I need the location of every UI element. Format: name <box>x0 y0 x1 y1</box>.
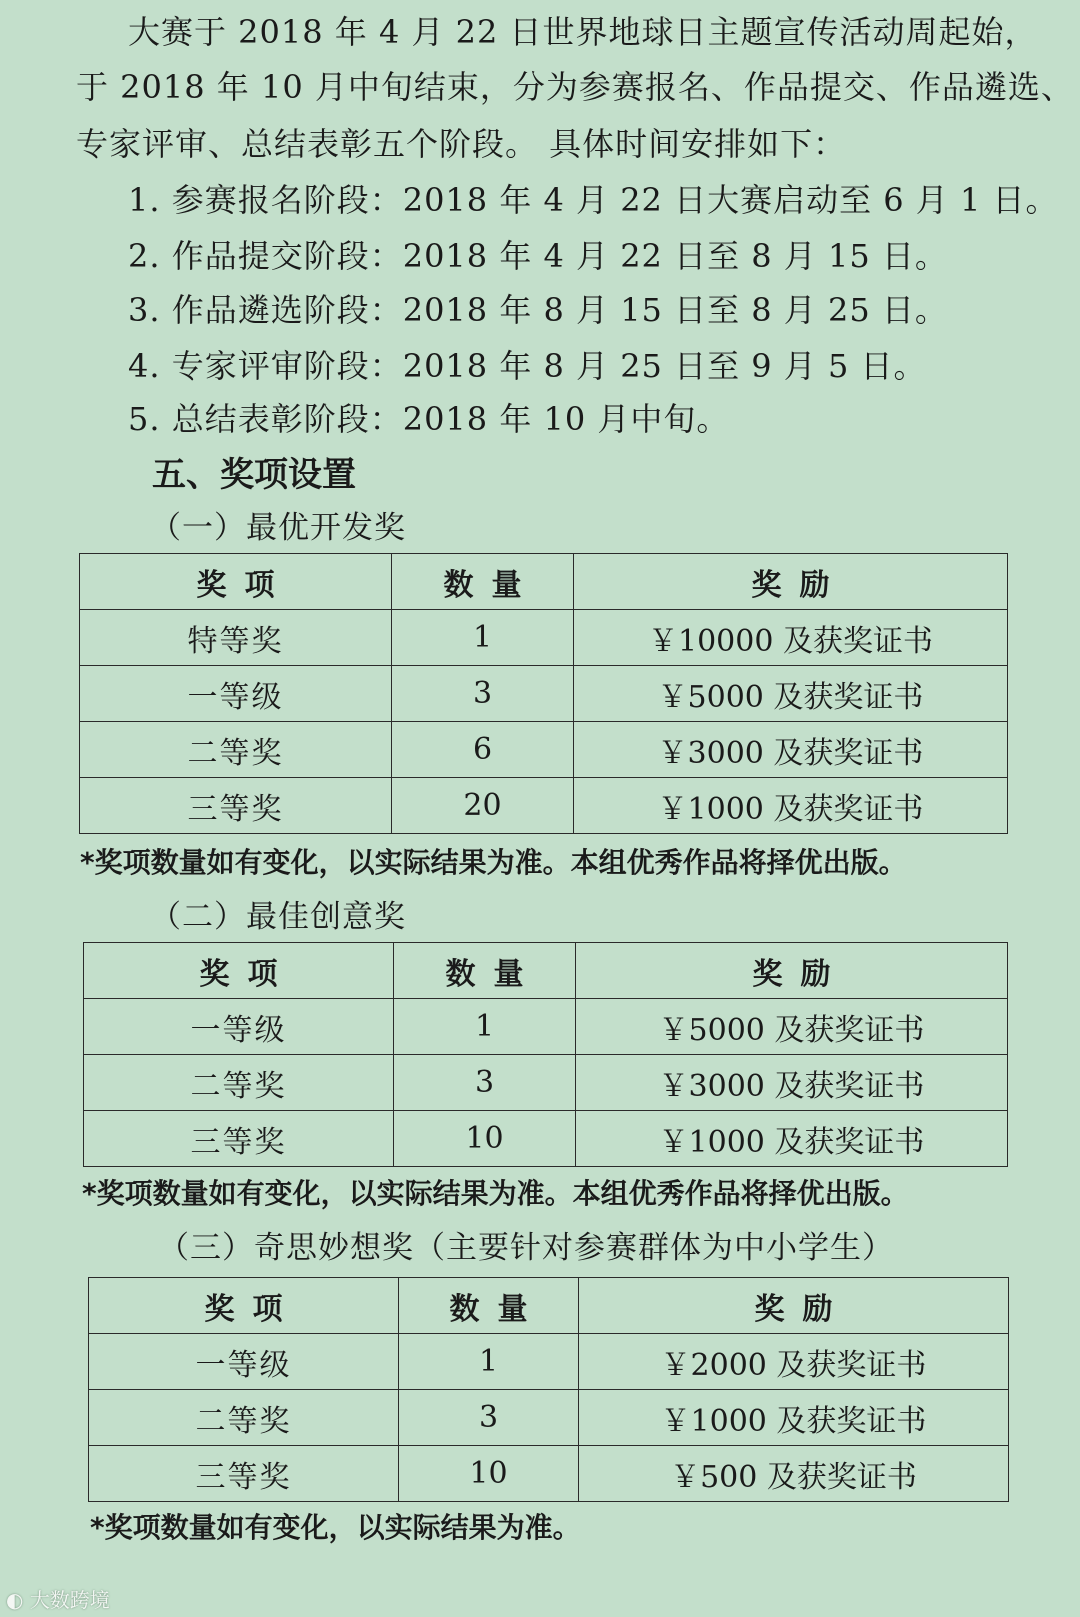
table-header-row <box>89 1278 1009 1334</box>
award-name-cell: 特等奖 <box>80 610 392 666</box>
award-reward-cell: ￥2000 及获奖证书 <box>579 1334 1009 1390</box>
award-name-cell: 二等奖 <box>84 1055 394 1111</box>
award-reward-cell: ￥1000 及获奖证书 <box>579 1390 1009 1446</box>
schedule-item: 2. 作品提交阶段：2018 年 4 月 22 日至 8 月 15 日。 <box>128 237 948 275</box>
award-count-cell: 20 <box>392 778 574 834</box>
award-reward-cell: ￥3000 及获奖证书 <box>576 1055 1008 1111</box>
table-title: （一）最优开发奖 <box>150 510 406 546</box>
watermark-text: 大数跨境 <box>29 1588 110 1612</box>
table-header-row <box>84 943 1008 999</box>
award-reward-cell: ￥3000 及获奖证书 <box>574 722 1008 778</box>
header-cell: 奖项 <box>80 554 392 610</box>
table-title: （三）奇思妙想奖（主要针对参赛群体为中小学生） <box>158 1230 894 1266</box>
award-reward-cell: ￥500 及获奖证书 <box>579 1446 1009 1502</box>
award-name-cell: 三等奖 <box>84 1111 394 1167</box>
award-table-imagination <box>88 1277 1009 1502</box>
award-name-cell: 二等奖 <box>80 722 392 778</box>
award-count-cell: 1 <box>392 610 574 666</box>
schedule-item: 3. 作品遴选阶段：2018 年 8 月 15 日至 8 月 25 日。 <box>128 291 948 329</box>
award-count-cell: 1 <box>394 999 576 1055</box>
award-name-cell: 三等奖 <box>89 1446 399 1502</box>
intro-line: 专家评审、总结表彰五个阶段。 具体时间安排如下： <box>76 125 847 163</box>
table-row <box>80 722 1008 778</box>
intro-line: 于 2018 年 10 月中旬结束，分为参赛报名、作品提交、作品遴选、 <box>76 68 1074 106</box>
award-count-cell: 3 <box>399 1390 579 1446</box>
award-reward-cell: ￥1000 及获奖证书 <box>574 778 1008 834</box>
watermark-logo <box>6 1584 110 1613</box>
table-row <box>84 1055 1008 1111</box>
schedule-item: 1. 参赛报名阶段：2018 年 4 月 22 日大赛启动至 6 月 1 日。 <box>128 181 1059 219</box>
watermark-icon: ◐ <box>6 1588 30 1612</box>
header-cell: 奖励 <box>576 943 1008 999</box>
table-note: *奖项数量如有变化，以实际结果为准。本组优秀作品将择优出版。 <box>82 1177 909 1210</box>
table-row <box>89 1390 1009 1446</box>
award-count-cell: 6 <box>392 722 574 778</box>
header-cell: 奖项 <box>89 1278 399 1334</box>
header-cell: 奖励 <box>579 1278 1009 1334</box>
award-name-cell: 二等奖 <box>89 1390 399 1446</box>
section-title: 五、奖项设置 <box>152 455 356 495</box>
schedule-item: 4. 专家评审阶段：2018 年 8 月 25 日至 9 月 5 日。 <box>128 347 927 385</box>
award-count-cell: 3 <box>394 1055 576 1111</box>
header-cell: 数量 <box>399 1278 579 1334</box>
intro-line: 大赛于 2018 年 4 月 22 日世界地球日主题宣传活动周起始， <box>128 13 1038 51</box>
header-cell: 奖励 <box>574 554 1008 610</box>
header-cell: 奖项 <box>84 943 394 999</box>
award-name-cell: 一等级 <box>89 1334 399 1390</box>
table-row <box>89 1446 1009 1502</box>
award-count-cell: 1 <box>399 1334 579 1390</box>
header-cell: 数量 <box>394 943 576 999</box>
schedule-item: 5. 总结表彰阶段：2018 年 10 月中旬。 <box>128 400 730 438</box>
table-note: *奖项数量如有变化，以实际结果为准。 <box>90 1511 581 1544</box>
table-header-row <box>80 554 1008 610</box>
award-table-best-creative <box>83 942 1008 1167</box>
header-cell: 数量 <box>392 554 574 610</box>
award-reward-cell: ￥5000 及获奖证书 <box>574 666 1008 722</box>
table-row <box>89 1334 1009 1390</box>
award-table-best-development <box>79 553 1008 834</box>
award-reward-cell: ￥10000 及获奖证书 <box>574 610 1008 666</box>
award-name-cell: 一等级 <box>80 666 392 722</box>
table-title: （二）最佳创意奖 <box>150 899 406 935</box>
award-reward-cell: ￥5000 及获奖证书 <box>576 999 1008 1055</box>
award-name-cell: 一等级 <box>84 999 394 1055</box>
table-row <box>80 666 1008 722</box>
award-name-cell: 三等奖 <box>80 778 392 834</box>
table-row <box>80 610 1008 666</box>
award-count-cell: 3 <box>392 666 574 722</box>
award-reward-cell: ￥1000 及获奖证书 <box>576 1111 1008 1167</box>
award-count-cell: 10 <box>399 1446 579 1502</box>
table-row <box>84 1111 1008 1167</box>
award-count-cell: 10 <box>394 1111 576 1167</box>
table-row <box>80 778 1008 834</box>
table-row <box>84 999 1008 1055</box>
table-note: *奖项数量如有变化，以实际结果为准。本组优秀作品将择优出版。 <box>80 846 907 879</box>
